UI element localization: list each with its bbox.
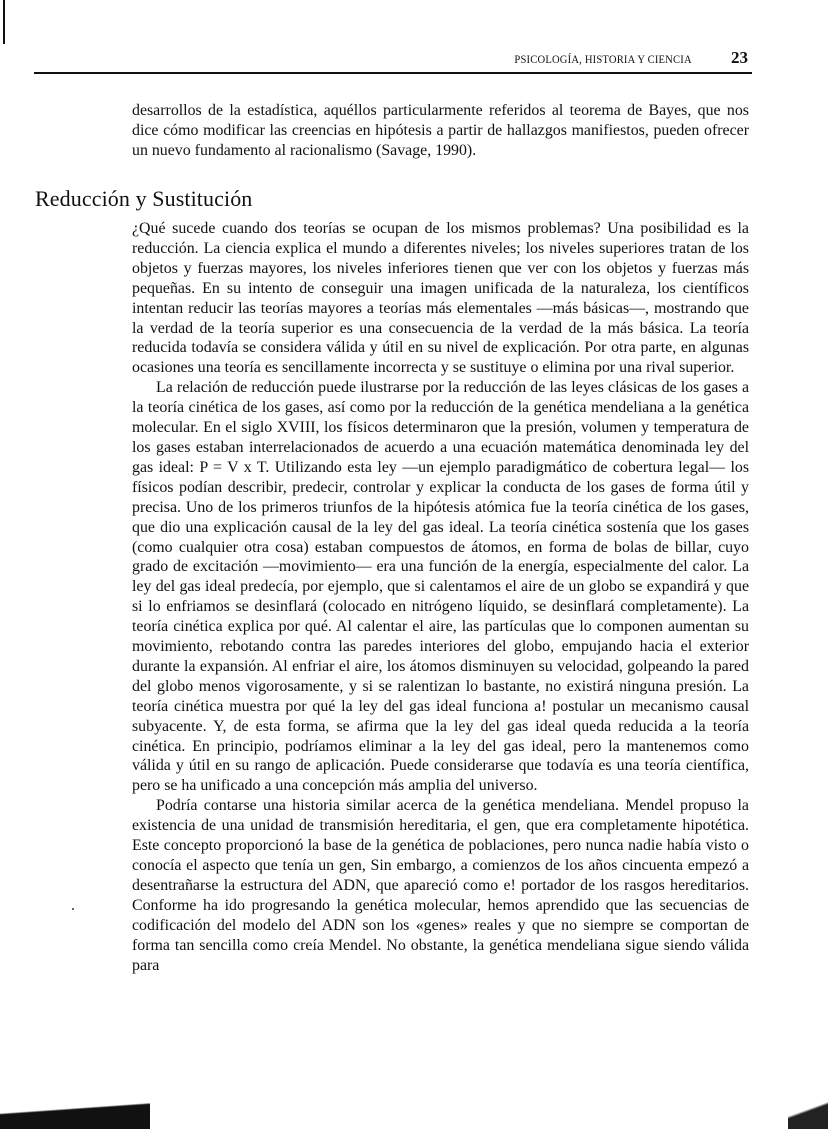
scan-shadow-bottom-left bbox=[0, 1097, 150, 1129]
intro-block bbox=[132, 101, 749, 161]
page-edge-mark bbox=[3, 0, 5, 44]
section-body bbox=[132, 219, 749, 975]
paragraph-mendelian-genetics: Podría contarse una historia similar acerca de la genética mendeliana. Mendel propuso la existencia de una unidad de transmisión hereditaria, el gen, que era completamente hipotética. Este concepto proporcionó la base de la genética de poblaciones, pero nunca nadie había visto o conocía el aspecto que tenía un gen, Sin embargo, a comienzos de los años cincuenta empezó a desentrañarse la estructura del ADN, que apareció como e! portador de los rasgos hereditarios. Conforme ha ido progresando la genética molecular, hemos aprendido que las secuencias de codificación del modelo del ADN son los «genes» reales y que no siempre se comportan de forma tan sencilla como creía Mendel. No obstante, la genética mendeliana sigue siendo válida para bbox=[132, 797, 749, 974]
section-heading: Reducción y Sustitución bbox=[35, 186, 253, 211]
running-head-title: PSICOLOGÍA, HISTORIA Y CIENCIA bbox=[514, 54, 692, 66]
running-header bbox=[34, 48, 752, 74]
scan-speck bbox=[72, 908, 74, 910]
paragraph-reduction-intro: ¿Qué sucede cuando dos teorías se ocupan de los mismos problemas? Una posibilidad es la reducción. La ciencia explica el mundo a diferentes niveles; los niveles superiores tratan de los objetos y fuerzas mayores, los niveles inferiores tienen que ver con los objetos y fuerzas más pequeñas. En su intento de conseguir una imagen unificada de la naturaleza, los científicos intentan reducir las teorías mayores a teorías más elementales —más básicas—, mostrando que la verdad de la teoría superior es una consecuencia de la verdad de la más básica. La teoría reducida todavía se considera válida y útil en su nivel de explicación. Por otra parte, en algunas ocasiones una teoría es sencillamente incorrecta y se sustituye o elimina por una rival superior. bbox=[132, 220, 749, 377]
paragraph-gas-laws: La relación de reducción puede ilustrarse por la reducción de las leyes clásicas de los gases a la teoría cinética de los gases, así como por la reducción de la genética mendeliana a la genética molecular. En el siglo XVIII, los físicos determinaron que la presión, volumen y temperatura de los gases estaban interrelacionados de acuerdo a una ecuación matemática denominada ley del gas ideal: P = V x T. Utilizando esta ley —un ejemplo paradigmático de cobertura legal— los físicos podían describir, predecir, controlar y explicar la conducta de los gases de forma útil y precisa. Uno de los primeros triunfos de la hipótesis atómica fue la teoría cinética de los gases, que dio una explicación causal de la ley del gas ideal. La teoría cinética sostenía que los gases (como cualquier otra cosa) estaban compuestos de átomos, en forma de bolas de billar, cuyo grado de excitación —movimiento— era una función de la energía, especialmente del calor. La ley del gas ideal predecía, por ejemplo, que si calentamos el aire de un globo se expandirá y que si lo enfriamos se desinflará (colocado en nitrógeno líquido, se desinflará completamente). La teoría cinética explica por qué. Al calentar el aire, las partículas que lo componen aumentan su movimiento, rebotando contra las paredes interiores del globo, empujando hacia el exterior durante la expansión. Al enfriar el aire, los átomos disminuyen su velocidad, golpeando la pared del globo menos vigorosamente, y si se ralentizan lo bastante, no existirá ninguna presión. La teoría cinética muestra por qué la ley del gas ideal funciona a! postular un mecanismo causal subyacente. Y, de esta forma, se afirma que la ley del gas ideal queda reducida a la teoría cinética. En principio, podríamos eliminar a la ley del gas ideal, pero la mantenemos como válida y útil en su rango de aplicación. Puede considerarse que todavía es una teoría científica, pero se ha unificado a una concepción más amplia del universo. bbox=[132, 379, 749, 795]
intro-paragraph: desarrollos de la estadística, aquéllos particularmente referidos al teorema de Bayes, que nos dice cómo modificar las creencias en hipótesis a partir de hallazgos manifiestos, pueden ofrecer un nuevo fundamento al racionalismo (Savage, 1990). bbox=[132, 102, 749, 159]
scan-shadow-bottom-right bbox=[788, 1089, 828, 1129]
page-number: 23 bbox=[731, 48, 748, 67]
